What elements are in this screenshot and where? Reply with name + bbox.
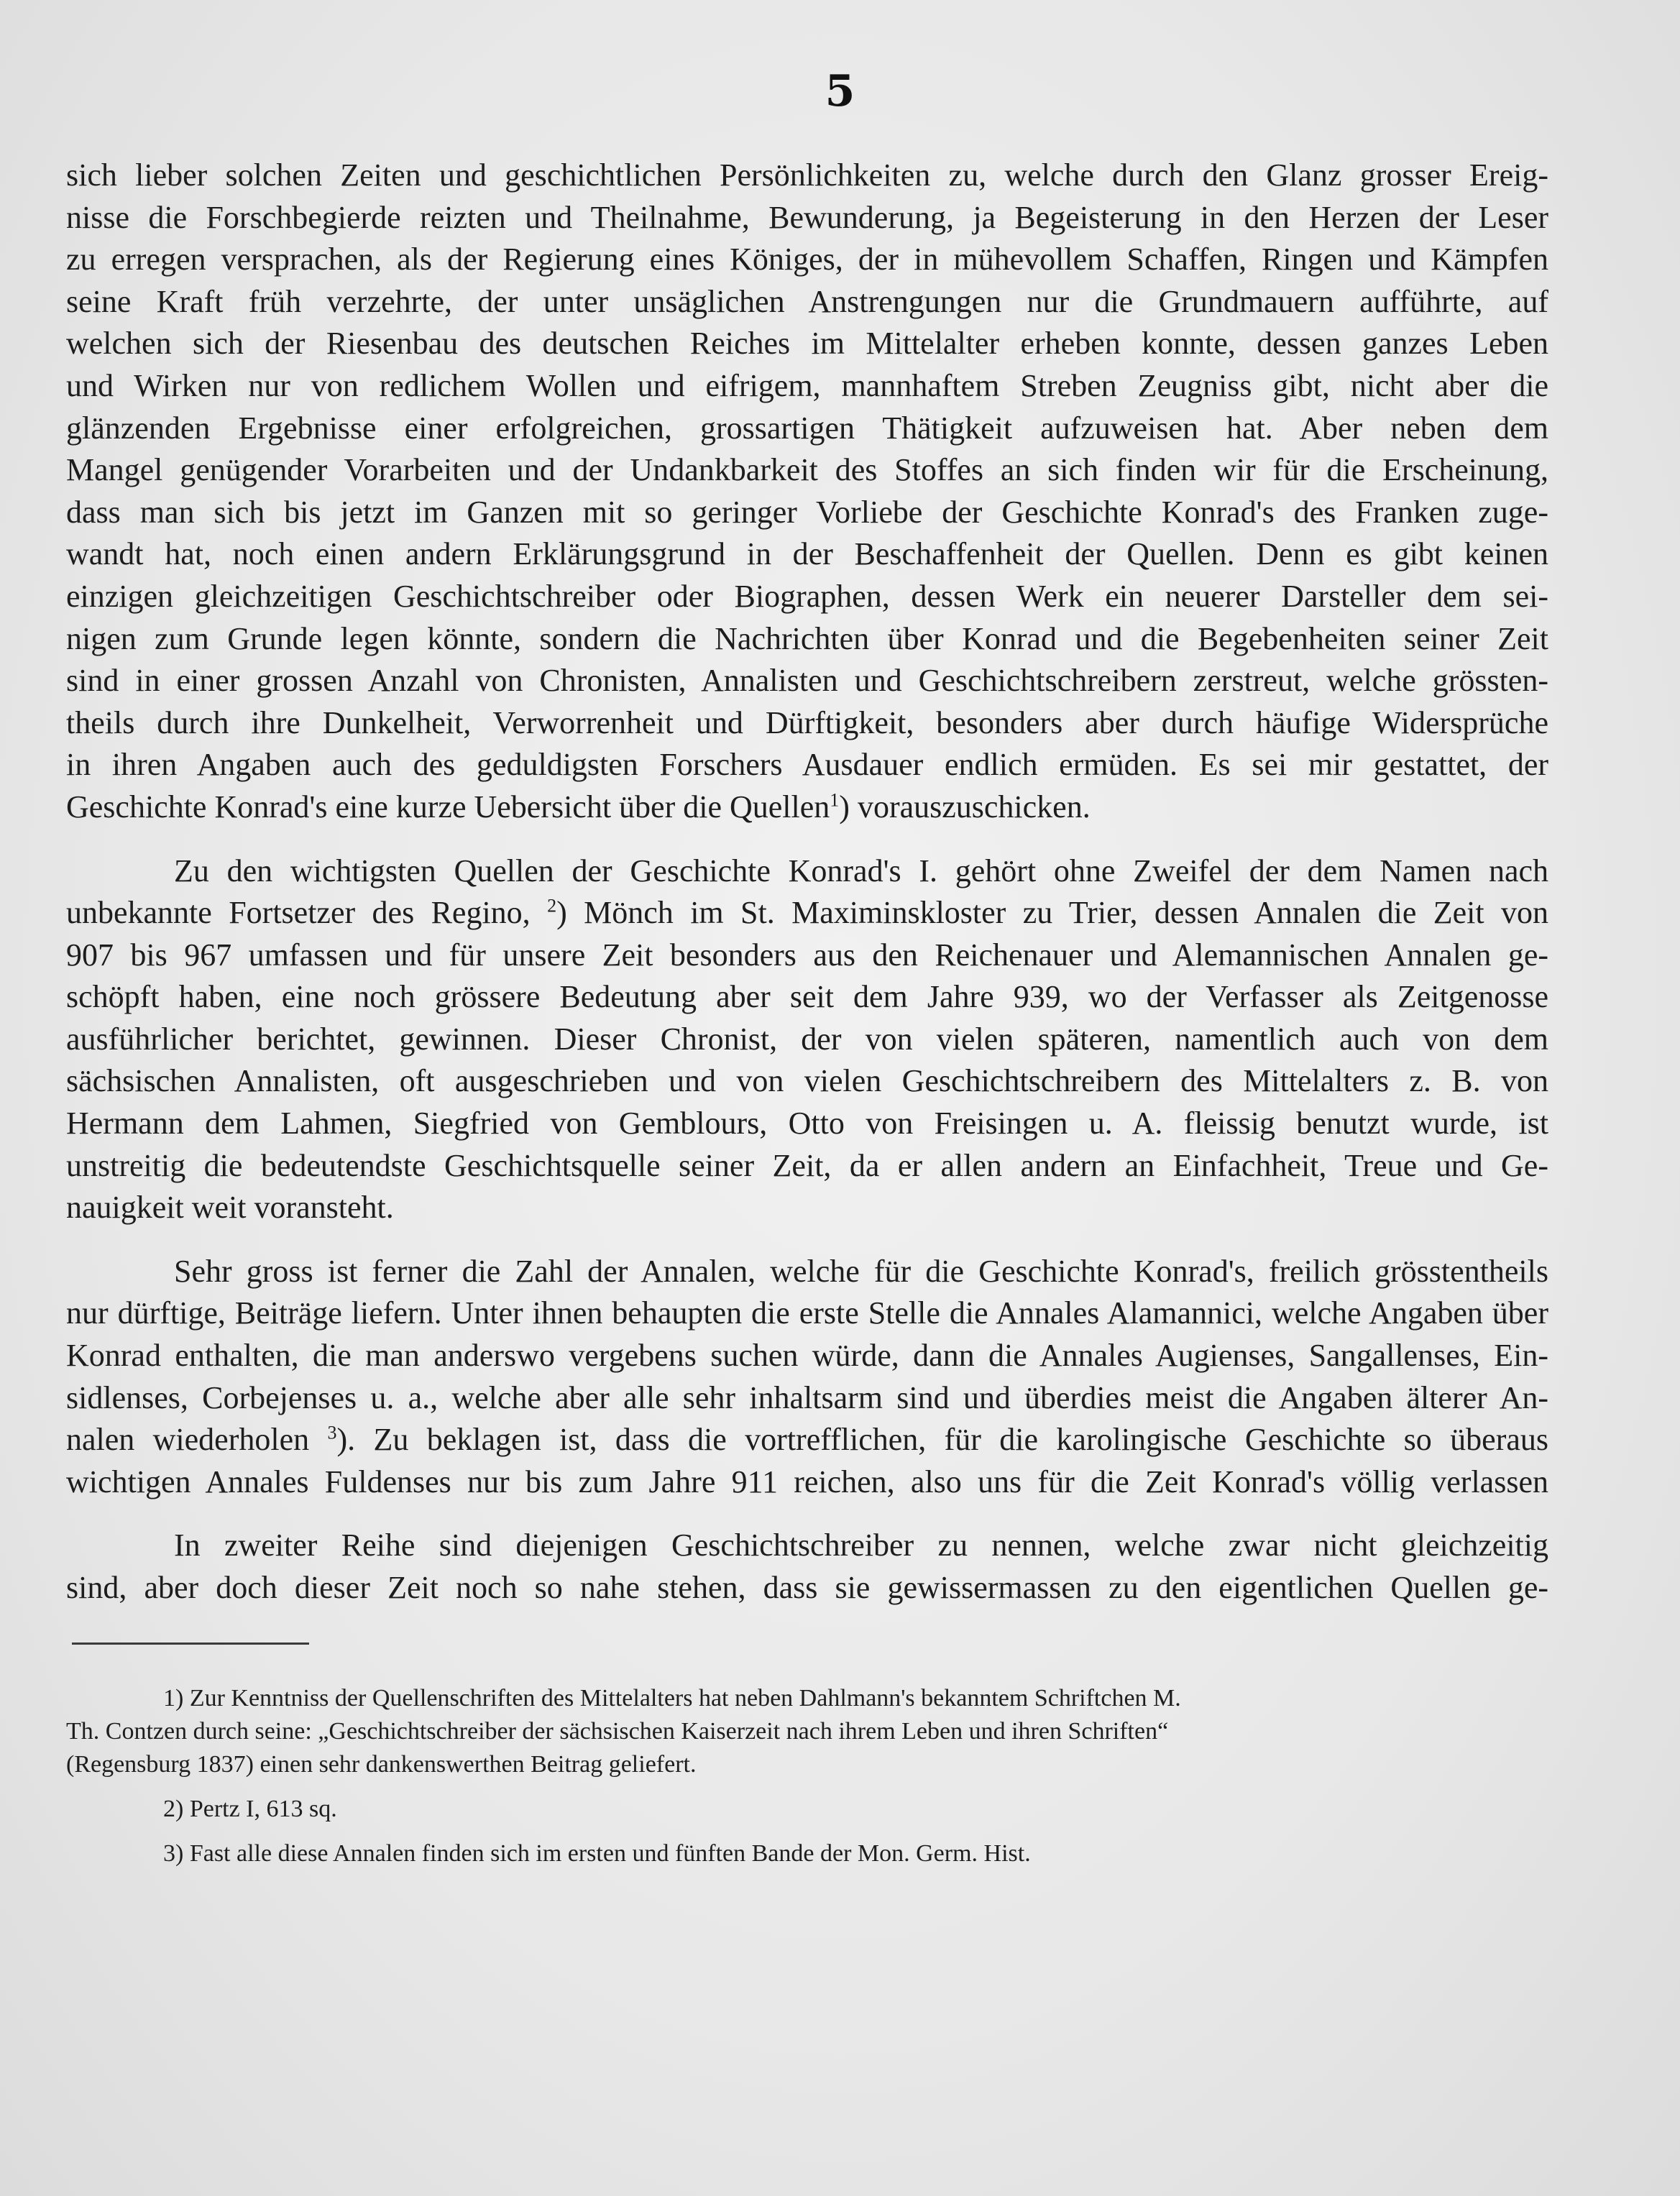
page-number: 5	[825, 66, 855, 116]
text-line: In zweiter Reihe sind diejenigen Geschichtschreiber zu nennen, welche zwar nicht gleichzeitig	[174, 1527, 1548, 1563]
text-line: sächsischen Annalisten, oft ausgeschrieben und von vielen Geschichtschreibern des Mittelalters z. B. von	[66, 1063, 1548, 1099]
text-fragment: vorauszuschicken.	[849, 789, 1091, 824]
text-line: wandt hat, noch einen andern Erklärungsgrund in der Beschaffenheit der Quellen. Denn es gibt keinen	[66, 536, 1548, 572]
footnote-ref-2: 2	[547, 895, 557, 916]
text-line: Geschichte Konrad's eine kurze Uebersicht über die Quellen$^1$) vorauszuschicken.	[66, 789, 1091, 824]
footnote-separator	[72, 1643, 309, 1645]
footnote-1	[66, 1682, 1548, 1781]
text-line: nigen zum Grunde legen könnte, sondern die Nachrichten über Konrad und die Begebenheiten seiner Zeit	[66, 620, 1548, 656]
text-line: Konrad enthalten, die man anderswo vergebens suchen würde, dann die Annales Augienses, Sangallenses, Ein-	[66, 1338, 1548, 1374]
paragraph-4	[66, 1525, 1548, 1609]
paragraph-3	[66, 1251, 1548, 1504]
text-line: sind, aber doch dieser Zeit noch so nahe stehen, dass sie gewissermassen zu den eigentlichen Quellen ge-	[66, 1570, 1548, 1605]
footnotes	[66, 1682, 1548, 1870]
text-line: seine Kraft früh verzehrte, der unter unsäglichen Anstrengungen nur die Grundmauern aufführte, auf	[66, 283, 1548, 319]
text-line: ausführlicher berichtet, gewinnen. Dieser Chronist, der von vielen späteren, namentlich auch von dem	[66, 1021, 1548, 1057]
paragraph-2	[66, 850, 1548, 1229]
footnote-ref-3: 3	[327, 1422, 337, 1443]
footnote-line: 1) Zur Kenntniss der Quellenschriften des Mittelalters hat neben Dahlmann's bekanntem Schriftchen M.	[163, 1685, 1181, 1712]
footnote-line: (Regensburg 1837) einen sehr dankenswerthen Beitrag geliefert.	[66, 1751, 697, 1778]
text-fragment: nalen wiederholen	[66, 1422, 310, 1458]
footnote-line: 3) Fast alle diese Annalen finden sich im ersten und fünften Bande der Mon. Germ. Hist.	[163, 1840, 1031, 1867]
text-fragment: ). Zu beklagen ist, dass die vortrefflichen, für die karolingische Geschichte so überaus	[336, 1422, 1548, 1458]
text-line: sidlenses, Corbejenses u. a., welche aber alle sehr inhaltsarm sind und überdies meist die Angaben älterer An-	[66, 1379, 1548, 1415]
text-line: dass man sich bis jetzt im Ganzen mit so geringer Vorliebe der Geschichte Konrad's des Franken zuge-	[66, 494, 1548, 530]
main-text	[66, 155, 1548, 1609]
text-line: 907 bis 967 umfassen und für unsere Zeit besonders aus den Reichenauer und Alemannischen Annalen ge-	[66, 937, 1548, 973]
text-line: einzigen gleichzeitigen Geschichtschreiber oder Biographen, dessen Werk ein neuerer Darsteller dem sei-	[66, 578, 1548, 614]
text-line: Zu den wichtigsten Quellen der Geschichte Konrad's I. gehört ohne Zweifel der dem Namen nach	[174, 853, 1548, 888]
footnote-3	[66, 1837, 1548, 1870]
text-line: unbekannte Fortsetzer des Regino, $^2$) Mönch im St. Maximinskloster zu Trier, dessen Annalen die Zeit von	[66, 895, 1548, 931]
text-line: nisse die Forschbegierde reizten und Theilnahme, Bewunderung, ja Begeisterung in den Herzen der Leser	[66, 199, 1548, 235]
text-line: theils durch ihre Dunkelheit, Verworrenheit und Dürftigkeit, besonders aber durch häufige Widersprüche	[66, 704, 1548, 740]
text-line: nur dürftige, Beiträge liefern. Unter ihnen behaupten die erste Stelle die Annales Alamannici, welche Angaben über	[66, 1295, 1548, 1331]
text-line: unstreitig die bedeutendste Geschichtsquelle seiner Zeit, da er allen andern an Einfachheit, Treue und Ge-	[66, 1147, 1548, 1183]
text-line: und Wirken nur von redlichem Wollen und eifrigem, mannhaftem Streben Zeugniss gibt, nicht aber die	[66, 367, 1548, 403]
text-line: sich lieber solchen Zeiten und geschichtlichen Persönlichkeiten zu, welche durch den Glanz grosser Ereig-	[66, 157, 1548, 193]
text-fragment: Mönch im St. Maximinskloster zu Trier, dessen Annalen die Zeit von	[566, 895, 1548, 931]
text-line: schöpft haben, eine noch grössere Bedeutung aber seit dem Jahre 939, wo der Verfasser als Zeitgenosse	[66, 979, 1548, 1015]
footnote-2	[66, 1793, 1548, 1826]
text-line	[66, 1419, 1548, 1461]
text-line: Mangel genügender Vorarbeiten und der Undankbarkeit des Stoffes an sich finden wir für die Erscheinung,	[66, 452, 1548, 488]
text-line: welchen sich der Riesenbau des deutschen Reiches im Mittelalter erheben konnte, dessen ganzes Leben	[66, 326, 1548, 362]
text-line: Sehr gross ist ferner die Zahl der Annalen, welche für die Geschichte Konrad's, freilich grösstentheils	[174, 1253, 1548, 1289]
text-line: glänzenden Ergebnisse einer erfolgreichen, grossartigen Thätigkeit aufzuweisen hat. Aber neben dem	[66, 410, 1548, 446]
footnote-line: Th. Contzen durch seine: „Geschichtschreiber der sächsischen Kaiserzeit nach ihrem Leben und ihren Schriften“	[66, 1718, 1169, 1745]
text-line: nauigkeit weit voransteht.	[66, 1190, 394, 1226]
text-line: wichtigen Annales Fuldenses nur bis zum Jahre 911 reichen, also uns für die Zeit Konrad's völlig verlassen	[66, 1464, 1548, 1499]
text-line: in ihren Angaben auch des geduldigsten Forschers Ausdauer endlich ermüden. Es sei mir gestattet, der	[66, 747, 1548, 783]
paragraph-1	[66, 155, 1548, 829]
footnote-ref-1: 1	[830, 789, 840, 811]
text-line: zu erregen versprachen, als der Regierung eines Königes, der in mühevollem Schaffen, Ringen und Kämpfen	[66, 242, 1548, 277]
text-line: Hermann dem Lahmen, Siegfried von Gemblours, Otto von Freisingen u. A. fleissig benutzt wurde, ist	[66, 1106, 1548, 1141]
footnote-line: 2) Pertz I, 613 sq.	[163, 1796, 337, 1822]
text-fragment: unbekannte Fortsetzer des Regino,	[66, 895, 531, 931]
text-fragment: Geschichte Konrad's eine kurze Uebersicht über die Quellen	[66, 789, 830, 824]
text-line: sind in einer grossen Anzahl von Chronisten, Annalisten und Geschichtschreibern zerstreut, welche grössten-	[66, 663, 1548, 699]
